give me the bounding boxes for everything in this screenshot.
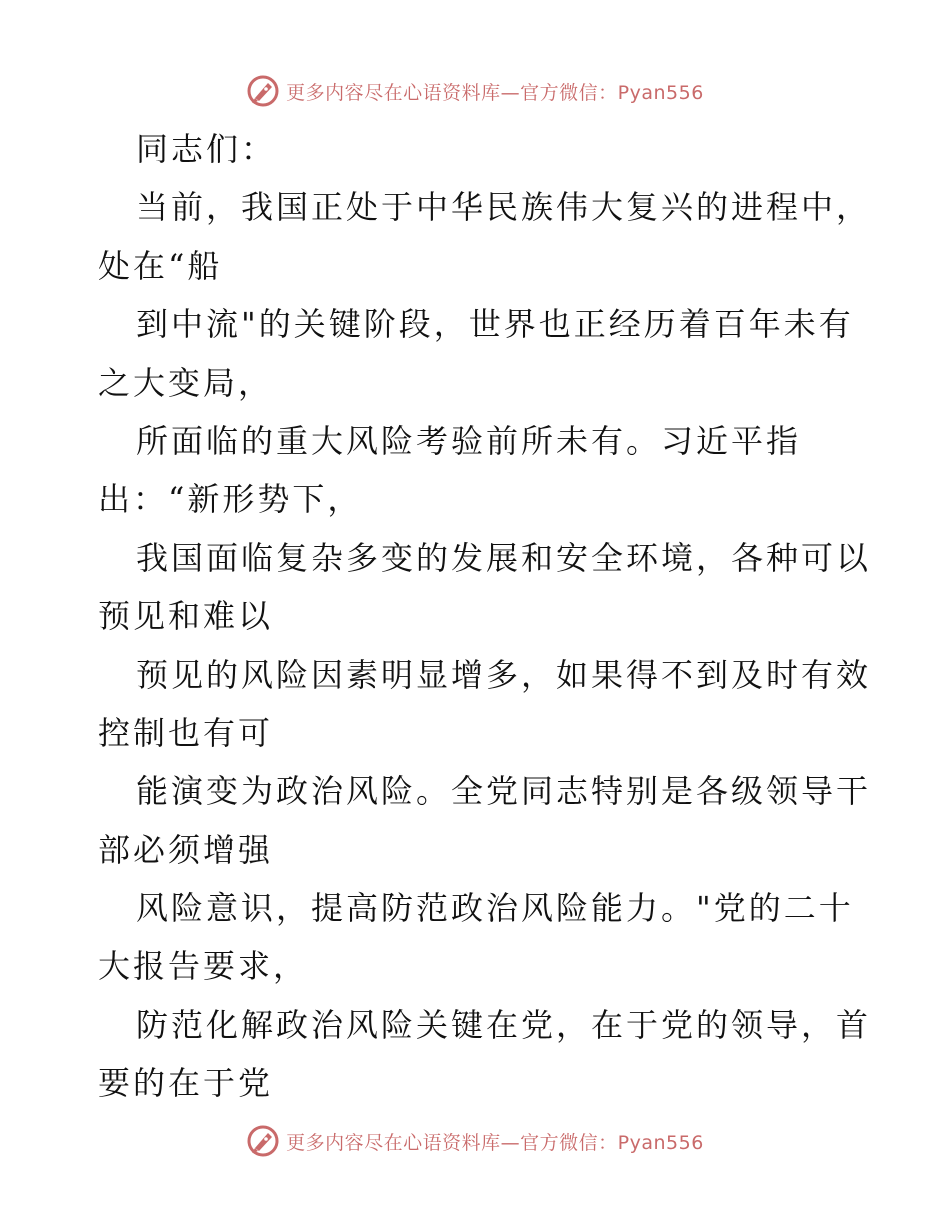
document-body: [98, 120, 872, 1113]
text-line: 到中流"的关键阶段，世界也正经历着百年未有: [136, 305, 854, 344]
text-line: 部必须增强: [98, 830, 274, 869]
text-line: 出：“新形势下，: [98, 480, 363, 519]
footer-watermark: [0, 1121, 950, 1161]
watermark-text: 更多内容尽在心语资料库—官方微信：Pyan556: [286, 1131, 704, 1154]
text-line: 同志们：: [136, 130, 277, 168]
text-line: 风险意识，提高防范政治风险能力。"党的二十: [136, 889, 854, 928]
text-line: 之大变局，: [98, 363, 274, 402]
watermark-text: 更多内容尽在心语资料库—官方微信：Pyan556: [286, 81, 704, 104]
header-watermark: [0, 71, 950, 111]
pen-nib-logo-icon: [246, 74, 280, 108]
text-line: 处在“船: [98, 246, 223, 285]
text-line: 当前，我国正处于中华民族伟大复兴的进程中，: [136, 188, 872, 227]
text-line: 要的在于党: [98, 1064, 274, 1103]
text-line: 所面临的重大风险考验前所未有。习近平指: [136, 421, 802, 460]
pen-nib-logo-icon: [246, 1124, 280, 1158]
text-line: 能演变为政治风险。全党同志特别是各级领导干: [136, 772, 872, 811]
text-line: 控制也有可: [98, 713, 274, 752]
text-line: 预见和难以: [98, 597, 274, 636]
text-line: 我国面临复杂多变的发展和安全环境，各种可以: [136, 538, 872, 577]
text-line: 防范化解政治风险关键在党，在于党的领导，首: [136, 1005, 872, 1044]
text-line: 大报告要求，: [98, 947, 309, 986]
text-line: 预见的风险因素明显增多，如果得不到及时有效: [136, 655, 872, 694]
